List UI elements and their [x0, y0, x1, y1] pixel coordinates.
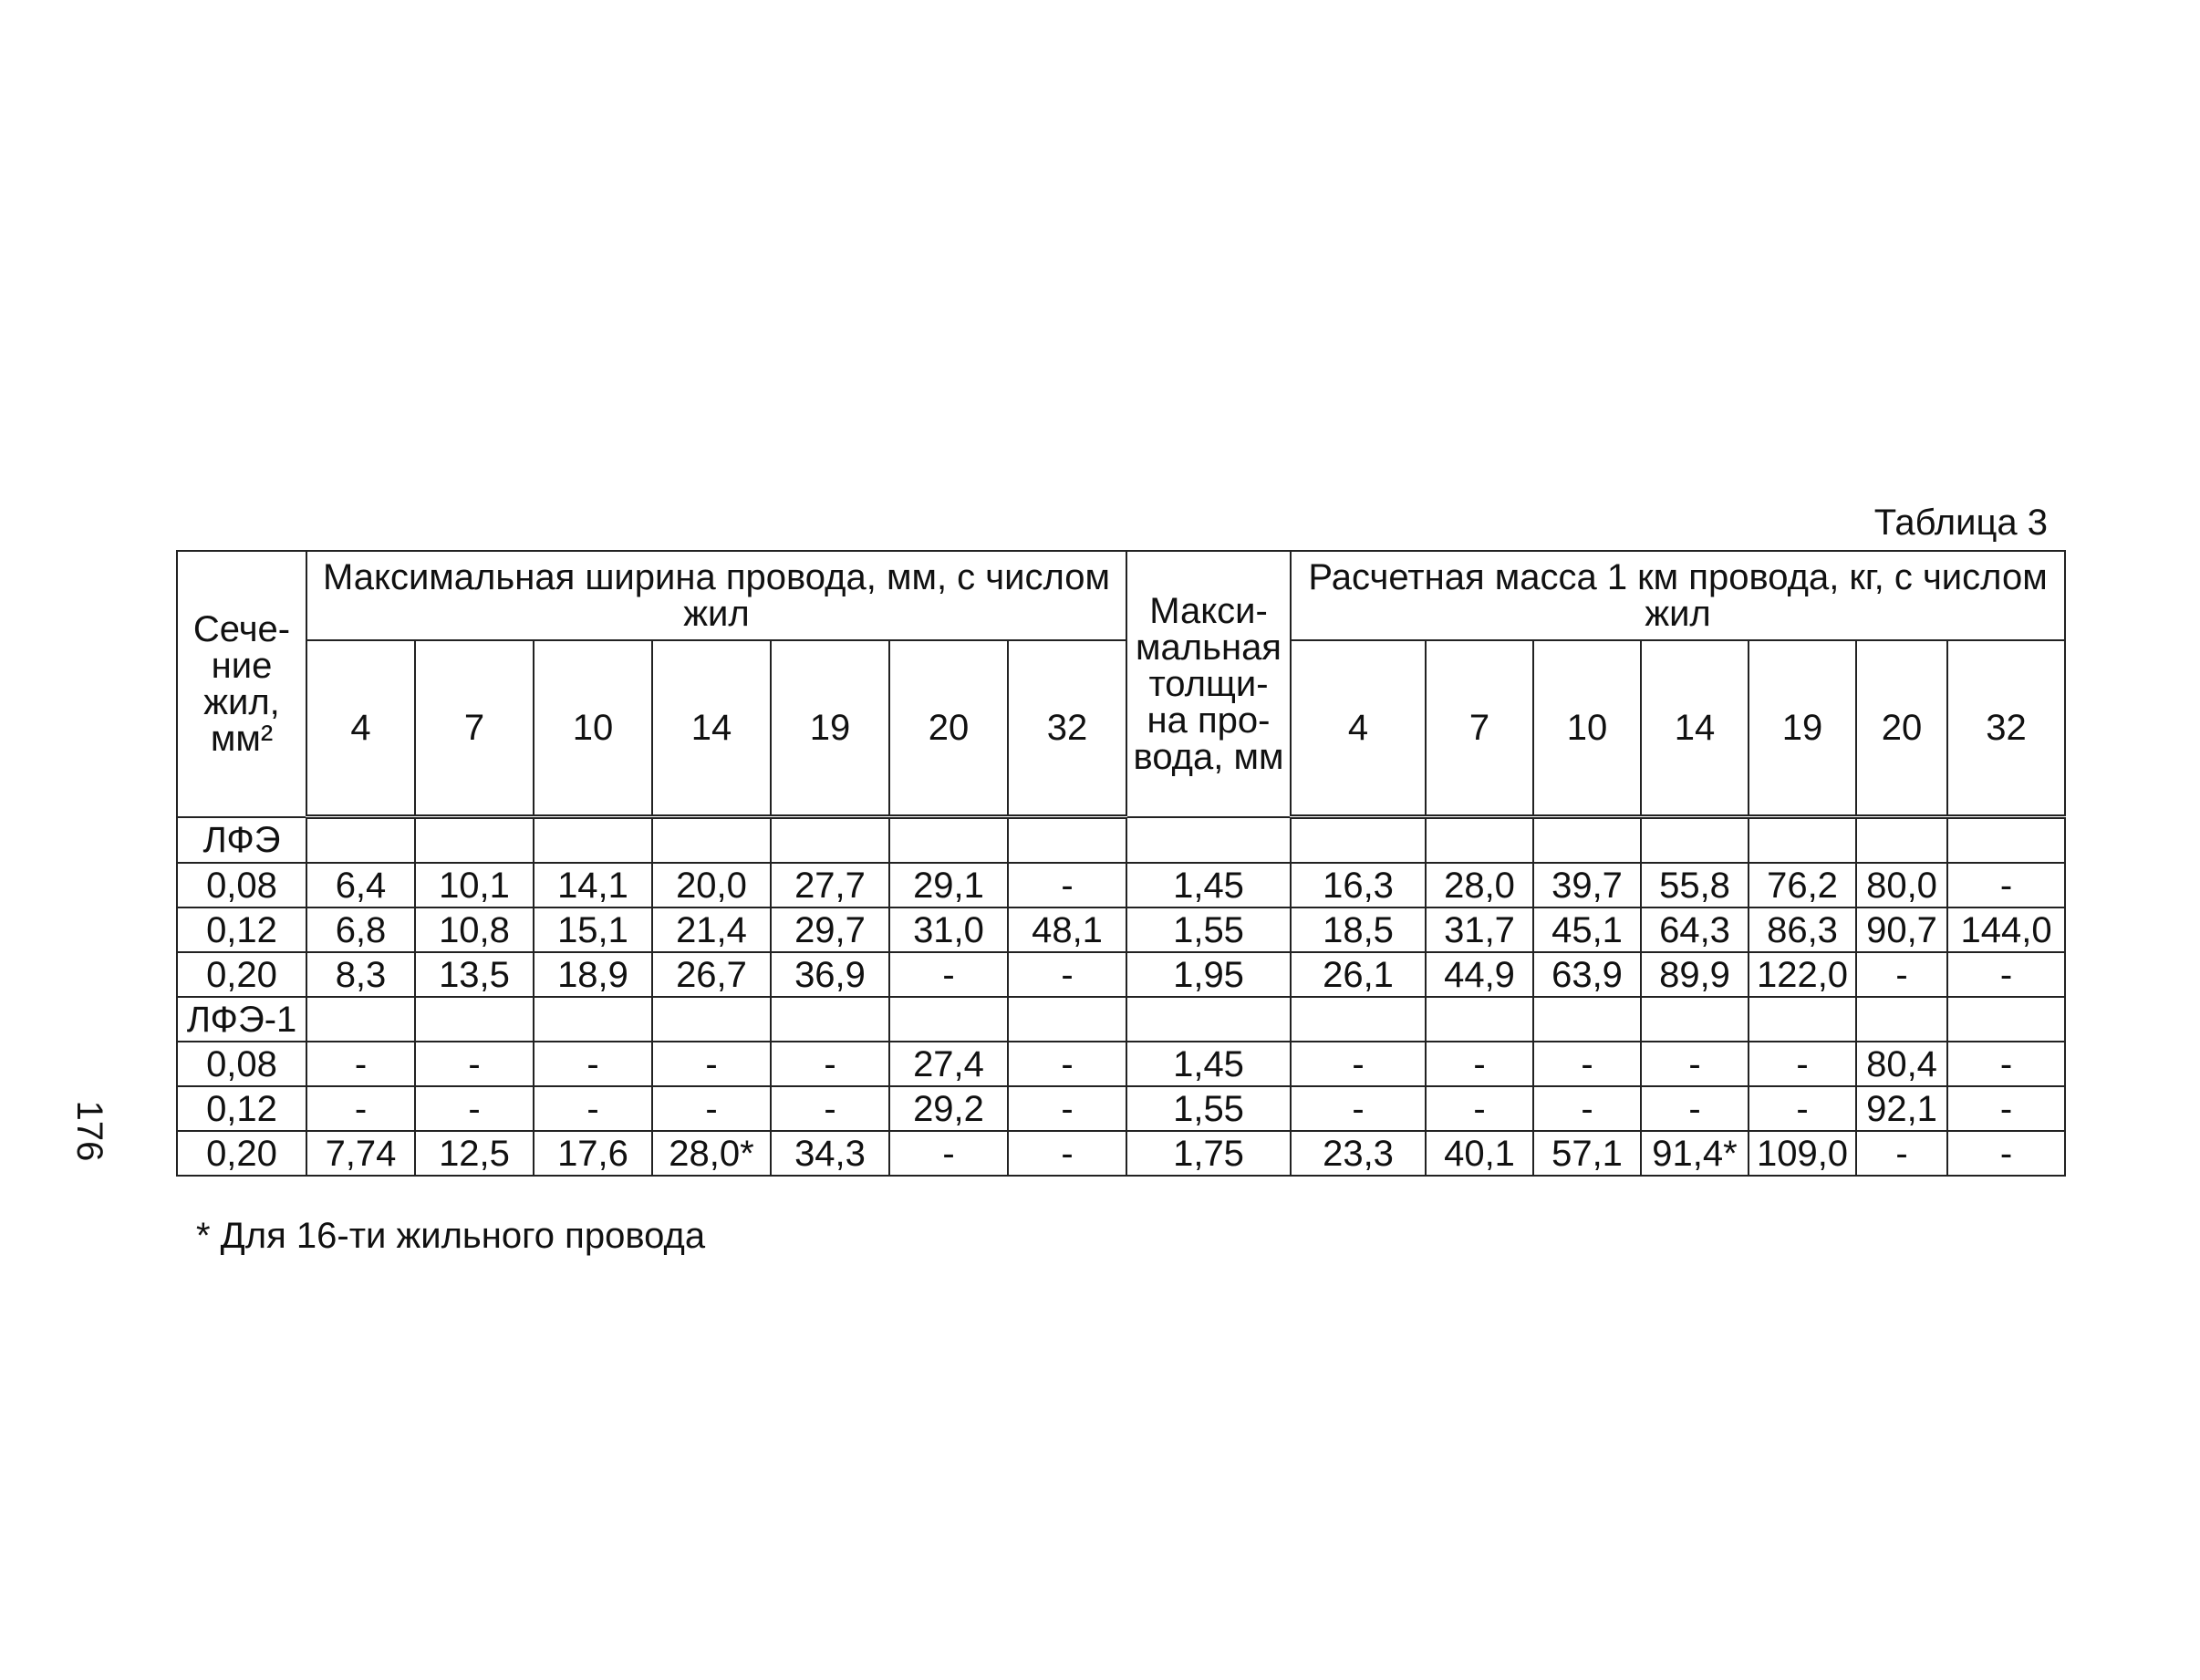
- width-cores-header: 4: [306, 640, 415, 817]
- thickness-column-header: Макси-мальная толщи-на про-вода, мм: [1126, 551, 1291, 817]
- width-cell: 21,4: [652, 907, 771, 952]
- empty-cell: [1641, 817, 1749, 864]
- mass-cell: -: [1533, 1086, 1641, 1131]
- empty-cell: [771, 997, 889, 1042]
- width-cell: -: [771, 1042, 889, 1086]
- empty-cell: [1856, 997, 1947, 1042]
- empty-cell: [889, 997, 1008, 1042]
- mass-cell: 63,9: [1533, 952, 1641, 997]
- empty-cell: [1533, 997, 1641, 1042]
- width-cell: 10,8: [415, 907, 534, 952]
- width-cell: -: [1008, 1042, 1126, 1086]
- mass-cell: -: [1641, 1042, 1749, 1086]
- width-cell: -: [534, 1042, 652, 1086]
- mass-cell: 92,1: [1856, 1086, 1947, 1131]
- width-cell: -: [652, 1042, 771, 1086]
- mass-cell: 55,8: [1641, 863, 1749, 907]
- mass-cell: -: [1856, 952, 1947, 997]
- empty-cell: [1856, 817, 1947, 864]
- mass-cell: 89,9: [1641, 952, 1749, 997]
- width-cell: -: [889, 1131, 1008, 1176]
- mass-cell: -: [1947, 1086, 2065, 1131]
- mass-cell: -: [1947, 863, 2065, 907]
- mass-group-header: Расчетная масса 1 км провода, кг, с числом жил: [1291, 551, 2065, 640]
- group-label: ЛФЭ: [177, 817, 306, 864]
- width-cell: -: [652, 1086, 771, 1131]
- width-cell: -: [771, 1086, 889, 1131]
- group-row: [177, 997, 2065, 1042]
- mass-cell: 80,0: [1856, 863, 1947, 907]
- thickness-cell: 1,55: [1126, 1086, 1291, 1131]
- width-cores-header: 7: [415, 640, 534, 817]
- width-cell: 27,4: [889, 1042, 1008, 1086]
- group-label: ЛФЭ-1: [177, 997, 306, 1042]
- thickness-cell: 1,95: [1126, 952, 1291, 997]
- mass-cell: 23,3: [1291, 1131, 1426, 1176]
- empty-cell: [1947, 817, 2065, 864]
- table-row: [177, 1042, 2065, 1086]
- empty-cell: [1008, 997, 1126, 1042]
- width-cores-header: 14: [652, 640, 771, 817]
- empty-cell: [1126, 817, 1291, 864]
- mass-cores-header: 14: [1641, 640, 1749, 817]
- mass-cell: -: [1426, 1086, 1533, 1131]
- empty-cell: [415, 997, 534, 1042]
- mass-cores-header: 4: [1291, 640, 1426, 817]
- table-row: [177, 952, 2065, 997]
- section-cell: 0,08: [177, 863, 306, 907]
- empty-cell: [1641, 997, 1749, 1042]
- width-cell: 18,9: [534, 952, 652, 997]
- section-column-header: Сече-ние жил, мм²: [177, 551, 306, 817]
- table-row: [177, 1131, 2065, 1176]
- empty-cell: [1008, 817, 1126, 864]
- mass-cell: -: [1533, 1042, 1641, 1086]
- width-cell: 20,0: [652, 863, 771, 907]
- section-cell: 0,12: [177, 1086, 306, 1131]
- mass-cell: 40,1: [1426, 1131, 1533, 1176]
- mass-cores-header: 20: [1856, 640, 1947, 817]
- empty-cell: [306, 817, 415, 864]
- width-cell: -: [306, 1086, 415, 1131]
- mass-cell: 39,7: [1533, 863, 1641, 907]
- section-cell: 0,20: [177, 952, 306, 997]
- thickness-cell: 1,55: [1126, 907, 1291, 952]
- width-cell: 14,1: [534, 863, 652, 907]
- width-cell: -: [1008, 1086, 1126, 1131]
- mass-cell: -: [1291, 1042, 1426, 1086]
- width-cell: 29,7: [771, 907, 889, 952]
- mass-cell: 122,0: [1749, 952, 1856, 997]
- width-cell: 6,4: [306, 863, 415, 907]
- mass-cell: -: [1749, 1042, 1856, 1086]
- table-row: [177, 907, 2065, 952]
- width-cell: 28,0*: [652, 1131, 771, 1176]
- width-cell: -: [534, 1086, 652, 1131]
- width-cell: 36,9: [771, 952, 889, 997]
- header-row-1: [177, 551, 2065, 640]
- width-cell: -: [1008, 952, 1126, 997]
- empty-cell: [1749, 997, 1856, 1042]
- header-row-2: [177, 640, 2065, 817]
- mass-cell: 80,4: [1856, 1042, 1947, 1086]
- empty-cell: [534, 817, 652, 864]
- mass-cell: -: [1947, 1131, 2065, 1176]
- mass-cores-header: 19: [1749, 640, 1856, 817]
- mass-cell: 144,0: [1947, 907, 2065, 952]
- section-cell: 0,12: [177, 907, 306, 952]
- width-cell: 34,3: [771, 1131, 889, 1176]
- mass-cell: -: [1947, 952, 2065, 997]
- empty-cell: [1426, 817, 1533, 864]
- mass-cell: 57,1: [1533, 1131, 1641, 1176]
- width-cell: 17,6: [534, 1131, 652, 1176]
- mass-cores-header: 32: [1947, 640, 2065, 817]
- width-cell: -: [1008, 863, 1126, 907]
- mass-cell: 91,4*: [1641, 1131, 1749, 1176]
- wire-specs-table: [176, 550, 2066, 1177]
- width-cell: -: [415, 1042, 534, 1086]
- width-cell: 6,8: [306, 907, 415, 952]
- empty-cell: [1291, 817, 1426, 864]
- empty-cell: [1426, 997, 1533, 1042]
- width-cell: -: [415, 1086, 534, 1131]
- mass-cell: 26,1: [1291, 952, 1426, 997]
- thickness-cell: 1,45: [1126, 1042, 1291, 1086]
- table-row: [177, 1086, 2065, 1131]
- mass-cell: -: [1291, 1086, 1426, 1131]
- empty-cell: [771, 817, 889, 864]
- empty-cell: [534, 997, 652, 1042]
- mass-cell: -: [1947, 1042, 2065, 1086]
- thickness-cell: 1,45: [1126, 863, 1291, 907]
- width-cell: 10,1: [415, 863, 534, 907]
- width-cell: 29,1: [889, 863, 1008, 907]
- empty-cell: [415, 817, 534, 864]
- width-cell: 31,0: [889, 907, 1008, 952]
- mass-cell: 44,9: [1426, 952, 1533, 997]
- group-row: [177, 817, 2065, 864]
- empty-cell: [1947, 997, 2065, 1042]
- width-cell: 26,7: [652, 952, 771, 997]
- width-group-header: Максимальная ширина провода, мм, с числом жил: [306, 551, 1126, 640]
- mass-cell: -: [1856, 1131, 1947, 1176]
- empty-cell: [306, 997, 415, 1042]
- mass-cell: -: [1426, 1042, 1533, 1086]
- section-cell: 0,20: [177, 1131, 306, 1176]
- mass-cores-header: 7: [1426, 640, 1533, 817]
- empty-cell: [889, 817, 1008, 864]
- width-cell: -: [1008, 1131, 1126, 1176]
- mass-cell: 109,0: [1749, 1131, 1856, 1176]
- width-cell: 27,7: [771, 863, 889, 907]
- width-cores-header: 32: [1008, 640, 1126, 817]
- mass-cell: 16,3: [1291, 863, 1426, 907]
- empty-cell: [1291, 997, 1426, 1042]
- mass-cell: 90,7: [1856, 907, 1947, 952]
- empty-cell: [652, 817, 771, 864]
- mass-cell: 18,5: [1291, 907, 1426, 952]
- mass-cores-header: 10: [1533, 640, 1641, 817]
- width-cell: 12,5: [415, 1131, 534, 1176]
- width-cores-header: 10: [534, 640, 652, 817]
- page-number: 176: [69, 1100, 109, 1162]
- empty-cell: [652, 997, 771, 1042]
- footnote: * Для 16-ти жильного провода: [196, 1216, 706, 1256]
- mass-cell: 76,2: [1749, 863, 1856, 907]
- width-cell: 8,3: [306, 952, 415, 997]
- width-cell: 13,5: [415, 952, 534, 997]
- width-cell: 15,1: [534, 907, 652, 952]
- empty-cell: [1749, 817, 1856, 864]
- mass-cell: 28,0: [1426, 863, 1533, 907]
- mass-cell: 31,7: [1426, 907, 1533, 952]
- width-cell: 29,2: [889, 1086, 1008, 1131]
- width-cell: 7,74: [306, 1131, 415, 1176]
- mass-cell: 86,3: [1749, 907, 1856, 952]
- mass-cell: 64,3: [1641, 907, 1749, 952]
- thickness-cell: 1,75: [1126, 1131, 1291, 1176]
- mass-cell: -: [1641, 1086, 1749, 1131]
- empty-cell: [1533, 817, 1641, 864]
- width-cell: -: [306, 1042, 415, 1086]
- empty-cell: [1126, 997, 1291, 1042]
- width-cell: -: [889, 952, 1008, 997]
- mass-cell: 45,1: [1533, 907, 1641, 952]
- width-cores-header: 19: [771, 640, 889, 817]
- table-caption: Таблица 3: [1873, 503, 2048, 543]
- section-cell: 0,08: [177, 1042, 306, 1086]
- mass-cell: -: [1749, 1086, 1856, 1131]
- width-cell: 48,1: [1008, 907, 1126, 952]
- table-row: [177, 863, 2065, 907]
- width-cores-header: 20: [889, 640, 1008, 817]
